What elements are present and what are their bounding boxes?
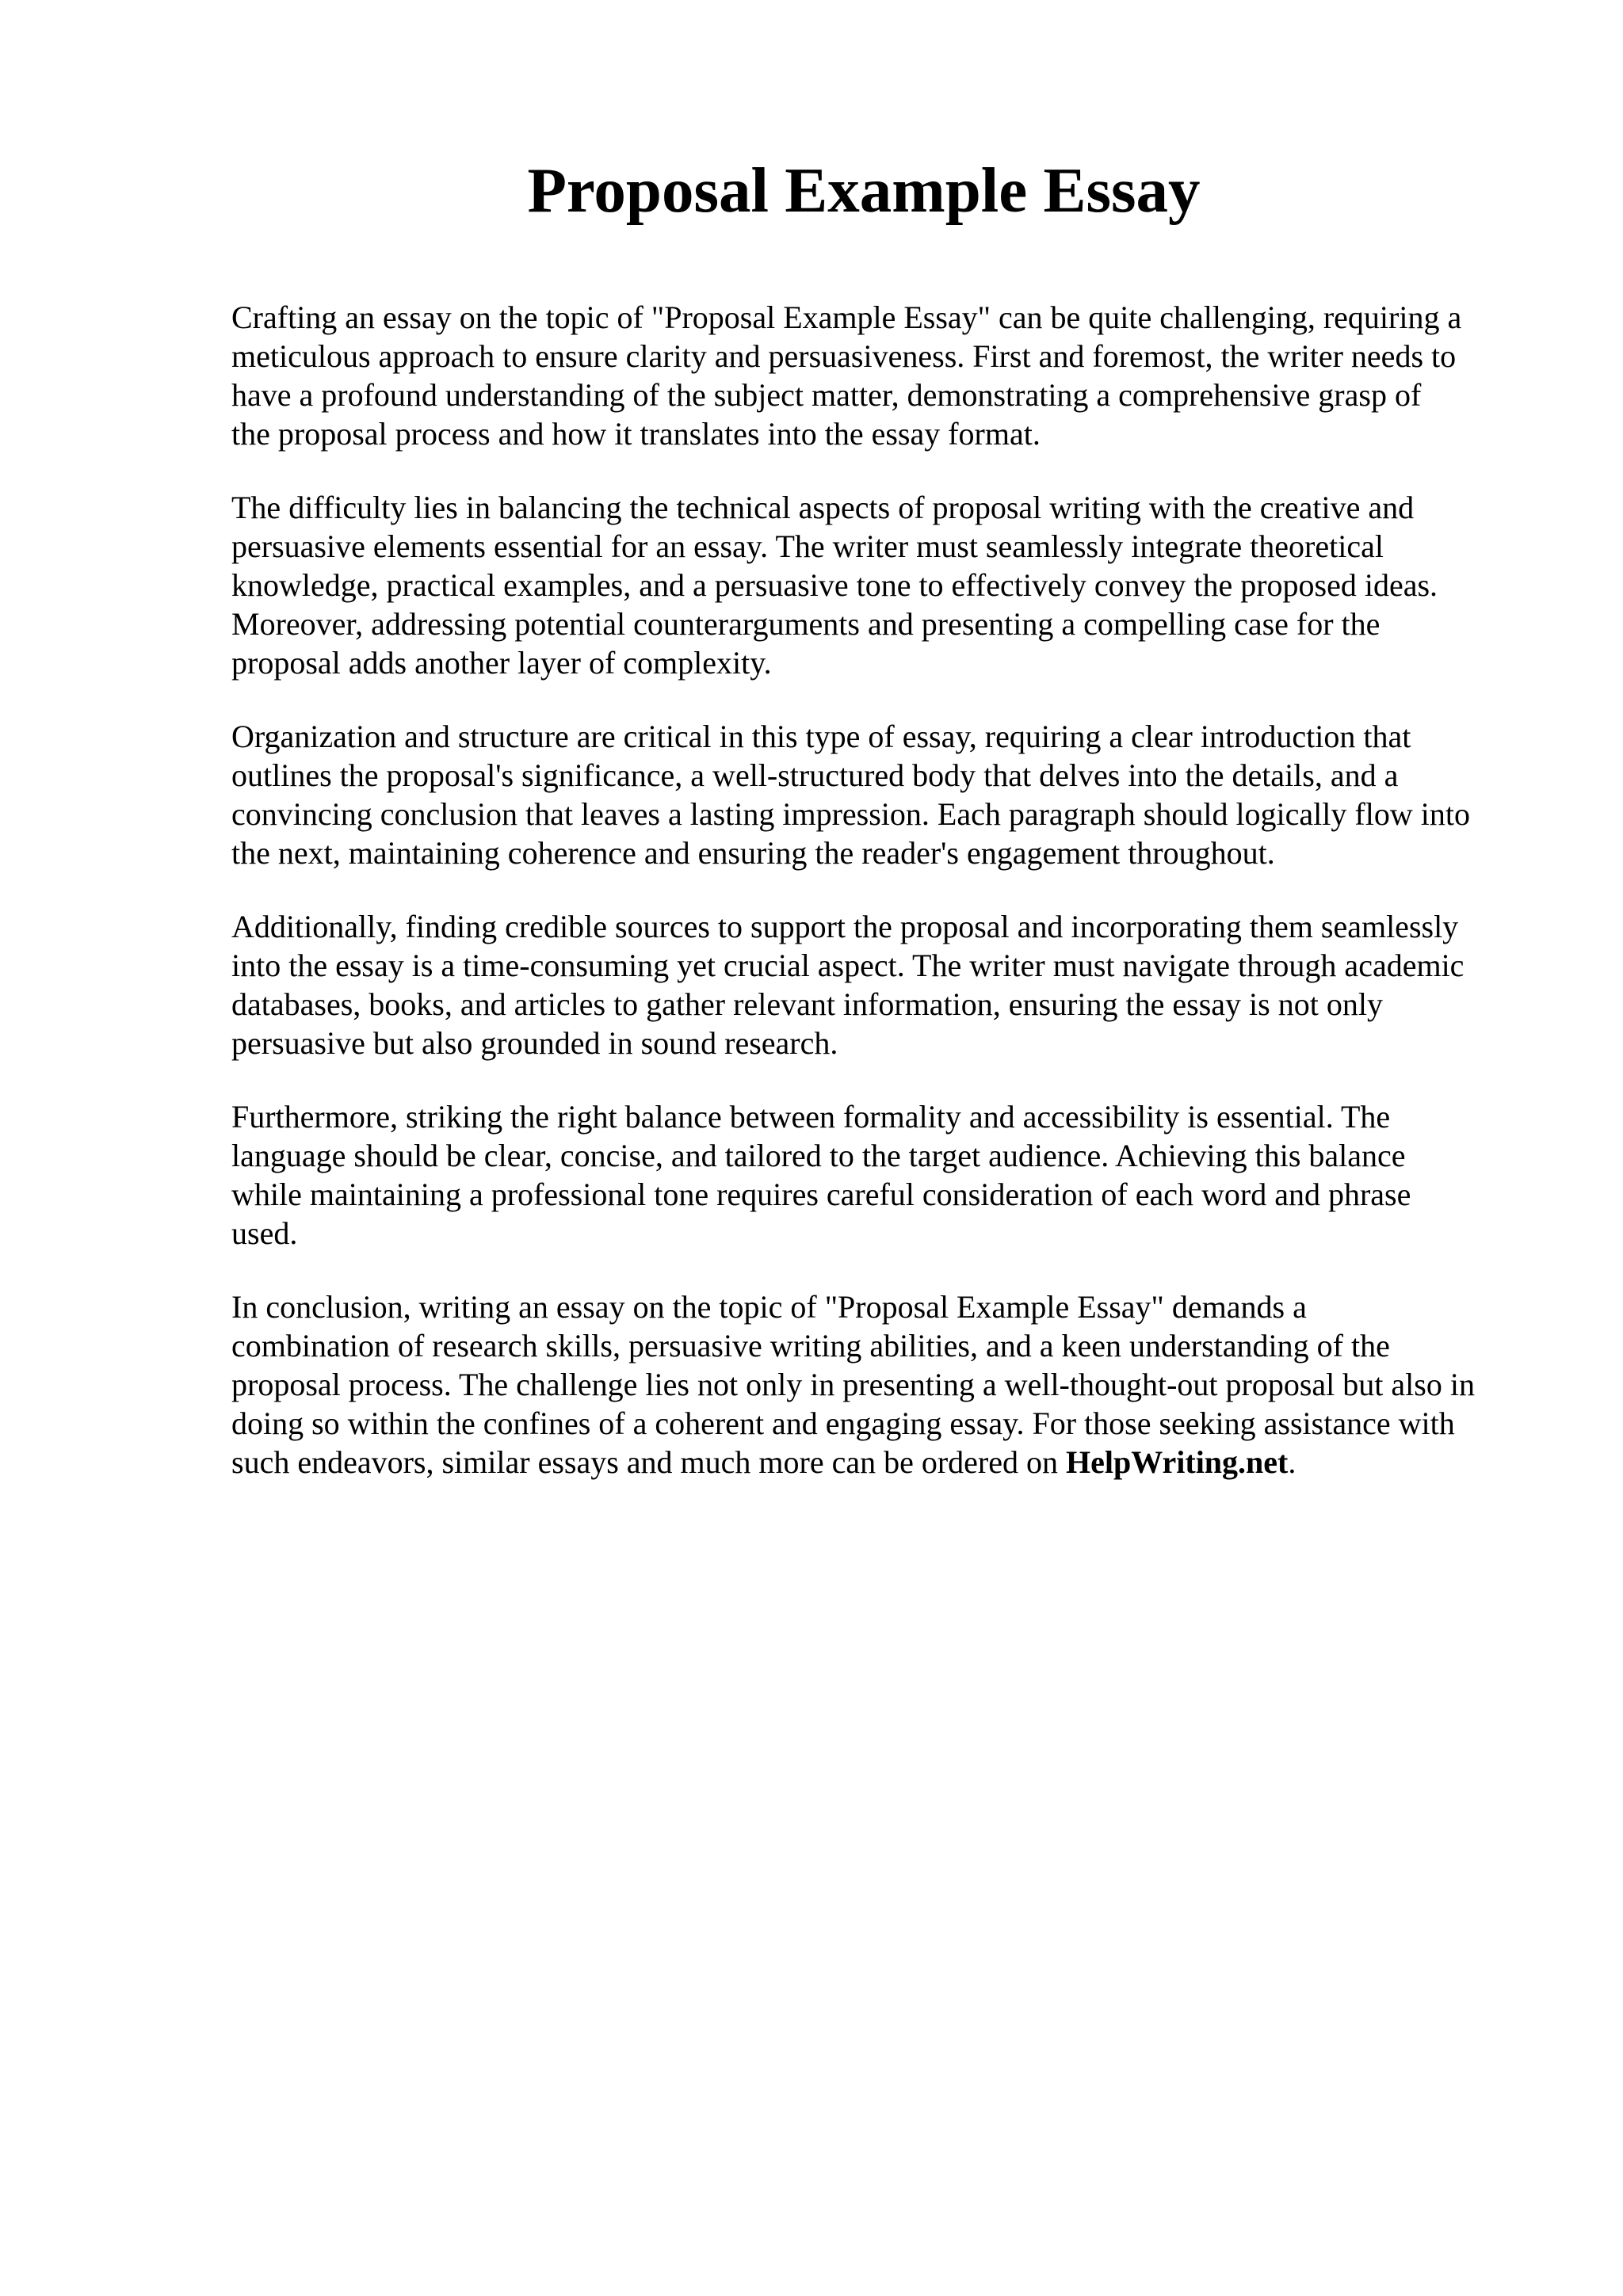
text-line: outlines the proposal's significance, a well-structured body that delves into the details, and a — [231, 757, 1399, 793]
text-line: Additionally, finding credible sources to support the proposal and incorporating them seamlessly — [231, 909, 1459, 944]
paragraph-3 — [231, 717, 1531, 872]
helpwriting-link[interactable]: HelpWriting.net — [1066, 1444, 1289, 1480]
text-line: language should be clear, concise, and tailored to the target audience. Achieving this balance — [231, 1138, 1406, 1173]
text-line: while maintaining a professional tone requires careful consideration of each word and phrase — [231, 1177, 1411, 1212]
text-line: persuasive elements essential for an essay. The writer must seamlessly integrate theoretical — [231, 528, 1384, 564]
text-line: persuasive but also grounded in sound research. — [231, 1025, 838, 1061]
final-line-suffix: . — [1288, 1444, 1296, 1480]
text-line: knowledge, practical examples, and a persuasive tone to effectively convey the proposed ideas. — [231, 567, 1438, 603]
paragraph-2 — [231, 488, 1531, 682]
text-line: combination of research skills, persuasive writing abilities, and a keen understanding of the — [231, 1328, 1390, 1363]
text-line: proposal adds another layer of complexity. — [231, 645, 772, 681]
text-line: Crafting an essay on the topic of "Proposal Example Essay" can be quite challenging, requiring a — [231, 299, 1462, 335]
paragraph-5 — [231, 1097, 1531, 1253]
text-line: Furthermore, striking the right balance between formality and accessibility is essential. The — [231, 1099, 1391, 1135]
text-line: the proposal process and how it translates into the essay format. — [231, 416, 1041, 452]
text-line: databases, books, and articles to gather relevant information, ensuring the essay is not only — [231, 986, 1383, 1022]
text-line: into the essay is a time-consuming yet crucial aspect. The writer must navigate through academic — [231, 948, 1465, 983]
paragraph-1 — [231, 298, 1531, 453]
text-line: doing so within the confines of a coherent and engaging essay. For those seeking assistance with — [231, 1405, 1455, 1441]
text-line: the next, maintaining coherence and ensuring the reader's engagement throughout. — [231, 835, 1275, 871]
text-line: Organization and structure are critical in this type of essay, requiring a clear introduction that — [231, 719, 1411, 754]
document-title: Proposal Example Essay — [527, 154, 1201, 226]
text-line-final — [231, 1443, 1531, 1482]
text-line: proposal process. The challenge lies not only in presenting a well-thought-out proposal but also in — [231, 1367, 1475, 1402]
paragraph-6 — [231, 1287, 1531, 1482]
paragraph-4 — [231, 907, 1531, 1062]
text-line: Moreover, addressing potential counterarguments and presenting a compelling case for the — [231, 606, 1381, 642]
document-body — [231, 298, 1531, 1516]
text-line: In conclusion, writing an essay on the topic of "Proposal Example Essay" demands a — [231, 1289, 1307, 1325]
final-line-prefix: such endeavors, similar essays and much more can be ordered on — [231, 1444, 1066, 1480]
text-line: convincing conclusion that leaves a lasting impression. Each paragraph should logically flow into — [231, 796, 1470, 832]
text-line: have a profound understanding of the subject matter, demonstrating a comprehensive grasp of — [231, 377, 1422, 413]
text-line: used. — [231, 1215, 298, 1251]
text-line: The difficulty lies in balancing the technical aspects of proposal writing with the creative and — [231, 490, 1415, 525]
text-line: meticulous approach to ensure clarity and persuasiveness. First and foremost, the writer needs to — [231, 338, 1457, 374]
